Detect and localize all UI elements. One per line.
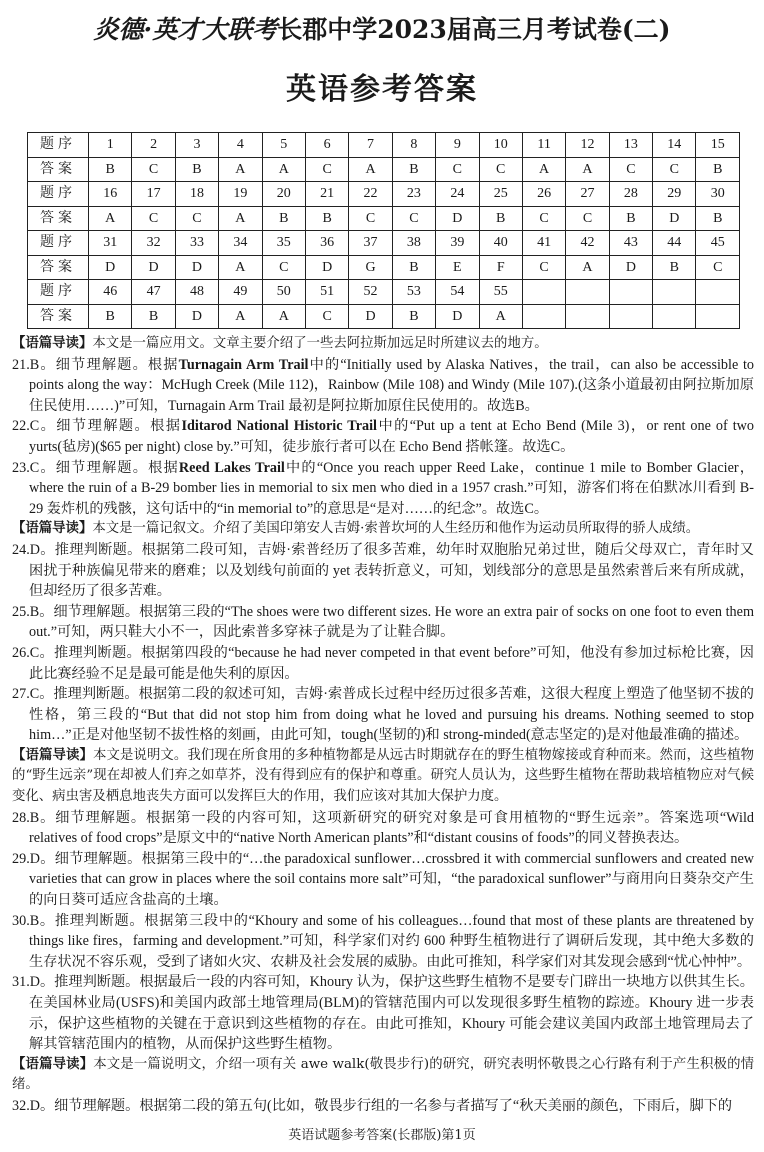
question-number: 23. bbox=[12, 459, 30, 476]
question-number-cell: 40 bbox=[479, 231, 522, 256]
answer-cell: D bbox=[305, 255, 348, 280]
question-number-row bbox=[28, 133, 740, 158]
row-label-question: 题序 bbox=[28, 231, 89, 256]
answer-table bbox=[27, 132, 740, 329]
question-number-cell: 13 bbox=[609, 133, 652, 158]
question-number-cell: 20 bbox=[262, 182, 305, 207]
answer-letter: D bbox=[29, 974, 40, 991]
answer-letter: B bbox=[29, 912, 40, 929]
answer-cell: B bbox=[262, 206, 305, 231]
answer-explanation bbox=[12, 849, 754, 911]
question-number-cell: 2 bbox=[132, 133, 175, 158]
explanation-text: 根据第一段的内容可知，这项新研究的研究对象是可食用植物的“野生远亲”。答案选项“Wild relatives of food crops”是原文中的“native North American plants”和“distant cousins of foods”的同义替换表达。 bbox=[29, 809, 754, 847]
answer-explanation bbox=[12, 540, 754, 602]
answer-cell bbox=[522, 304, 565, 329]
trail-name: Iditarod National Historic Trail bbox=[181, 418, 377, 435]
answer-cell: D bbox=[89, 255, 132, 280]
answer-cell: C bbox=[392, 206, 435, 231]
answer-cell: C bbox=[262, 255, 305, 280]
question-number-cell: 36 bbox=[305, 231, 348, 256]
answer-cell: G bbox=[349, 255, 392, 280]
answer-cell: C bbox=[132, 206, 175, 231]
answer-explanation bbox=[12, 355, 754, 417]
answer-cell: F bbox=[479, 255, 522, 280]
answer-cell: C bbox=[696, 255, 740, 280]
answer-cell: A bbox=[262, 304, 305, 329]
answer-explanation bbox=[12, 458, 754, 520]
answer-cell: A bbox=[349, 157, 392, 182]
answer-cell: C bbox=[132, 157, 175, 182]
answer-cell: C bbox=[653, 157, 696, 182]
answer-cell: C bbox=[305, 157, 348, 182]
question-type: 。细节理解题。根据 bbox=[39, 459, 179, 476]
question-number-cell: 44 bbox=[653, 231, 696, 256]
question-number-cell: 42 bbox=[566, 231, 609, 256]
answer-cell: B bbox=[89, 304, 132, 329]
question-number-cell: 10 bbox=[479, 133, 522, 158]
question-type: 。细节理解题。 bbox=[39, 1097, 140, 1114]
question-number-cell bbox=[522, 280, 565, 305]
explanation-text: 中的“Once you reach upper Reed Lake，continue 1 mile to Bomber Glacier，where the ruin of a B-29 bomber lies in memorial to six men who died in a 1957 crash.”可知，游客们将在伯默冰川看到 B-29 轰炸机的残骸，这句话中的“in memorial to”的意思是“是对……的纪念”。故选C。 bbox=[29, 459, 754, 517]
question-number-cell: 6 bbox=[305, 133, 348, 158]
question-number-cell: 27 bbox=[566, 182, 609, 207]
question-type: 。细节理解题。 bbox=[39, 850, 142, 867]
question-number: 21. bbox=[12, 356, 30, 373]
question-number-cell: 38 bbox=[392, 231, 435, 256]
question-number-cell: 32 bbox=[132, 231, 175, 256]
reading-guide bbox=[12, 334, 754, 355]
answer-cell: D bbox=[436, 304, 479, 329]
question-number: 26. bbox=[12, 644, 30, 661]
answer-row bbox=[28, 206, 740, 231]
answer-cell: A bbox=[219, 157, 262, 182]
question-number: 31. bbox=[12, 974, 30, 991]
answer-row bbox=[28, 255, 740, 280]
question-type: 。推理判断题。 bbox=[39, 974, 140, 991]
row-label-question: 题序 bbox=[28, 280, 89, 305]
answer-explanation bbox=[12, 416, 754, 457]
question-number: 28. bbox=[12, 809, 30, 826]
answer-cell: D bbox=[349, 304, 392, 329]
exam-header bbox=[0, 10, 764, 46]
header-exam-title: 长郡中学2023届高三月考试卷(二) bbox=[277, 15, 671, 44]
question-number-cell: 7 bbox=[349, 133, 392, 158]
question-number-cell: 8 bbox=[392, 133, 435, 158]
question-number-cell: 25 bbox=[479, 182, 522, 207]
question-number-cell: 4 bbox=[219, 133, 262, 158]
answer-cell: A bbox=[522, 157, 565, 182]
answer-cell: E bbox=[436, 255, 479, 280]
question-number-cell: 17 bbox=[132, 182, 175, 207]
answer-cell: C bbox=[175, 206, 218, 231]
answer-cell: B bbox=[653, 255, 696, 280]
question-number: 30. bbox=[12, 912, 30, 929]
explanations bbox=[12, 334, 754, 1117]
answer-cell: B bbox=[696, 206, 740, 231]
question-number-cell: 19 bbox=[219, 182, 262, 207]
question-number-cell: 12 bbox=[566, 133, 609, 158]
answer-cell: B bbox=[696, 157, 740, 182]
question-number-cell: 24 bbox=[436, 182, 479, 207]
answer-cell: A bbox=[89, 206, 132, 231]
answer-cell: B bbox=[392, 255, 435, 280]
guide-tag: 【语篇导读】 bbox=[12, 747, 93, 763]
question-number-cell: 47 bbox=[132, 280, 175, 305]
question-number-cell: 29 bbox=[653, 182, 696, 207]
answer-cell: C bbox=[436, 157, 479, 182]
question-number-cell: 41 bbox=[522, 231, 565, 256]
row-label-answer: 答案 bbox=[28, 157, 89, 182]
question-number-cell: 49 bbox=[219, 280, 262, 305]
row-label-question: 题序 bbox=[28, 133, 89, 158]
question-number-cell: 23 bbox=[392, 182, 435, 207]
answer-explanation bbox=[12, 911, 754, 973]
question-number-cell: 5 bbox=[262, 133, 305, 158]
answer-explanation bbox=[12, 643, 754, 684]
answer-letter: C bbox=[29, 686, 40, 703]
question-number-cell: 35 bbox=[262, 231, 305, 256]
question-number-row bbox=[28, 280, 740, 305]
answer-cell: C bbox=[349, 206, 392, 231]
question-number-cell: 31 bbox=[89, 231, 132, 256]
answer-explanation bbox=[12, 808, 754, 849]
question-number-cell: 9 bbox=[436, 133, 479, 158]
answer-letter: B bbox=[29, 356, 40, 373]
answer-cell: A bbox=[566, 157, 609, 182]
question-number: 24. bbox=[12, 541, 30, 558]
question-number-cell: 14 bbox=[653, 133, 696, 158]
question-type: 。推理判断题。 bbox=[39, 912, 145, 929]
reading-guide bbox=[12, 519, 754, 540]
answer-cell: B bbox=[89, 157, 132, 182]
question-number: 25. bbox=[12, 603, 30, 620]
question-type: 。细节理解题。 bbox=[39, 603, 140, 620]
explanation-text: 中的“Initially used by Alaska Natives，the trail，can also be accessible to points along the way：McHugh Creek (Mile 112)，Rainbow (Mile 108) and Windy (Mile 107).(这条小道最初由阿拉斯加原住民使用……)”可知，Turnagain Arm Trail 最初是阿拉斯加原住民使用的。故选B。 bbox=[29, 356, 754, 414]
answer-cell: C bbox=[609, 157, 652, 182]
question-number: 27. bbox=[12, 686, 30, 703]
question-number-cell: 52 bbox=[349, 280, 392, 305]
guide-text: 本文是说明文。我们现在所食用的多种植物都是从远古时期就存在的野生植物嫁接或育种而来。然而，这些植物的“野生远亲”现在却被人们弃之如草芥，没有得到应有的保护和尊重。研究人员认为，这些野生植物在帮助栽培植物应对气候变化、病虫害及栖息地丧失方面可以发挥巨大的作用，我们应该对其加大保护力度。 bbox=[12, 747, 755, 805]
question-number-cell bbox=[566, 280, 609, 305]
answer-cell: B bbox=[132, 304, 175, 329]
question-type: 。细节理解题。 bbox=[39, 809, 146, 826]
answer-cell: C bbox=[479, 157, 522, 182]
explanation-text: 根据第二段的第五句(比如，敬畏步行组的一名参与者描写了“秋天美丽的颜色，下雨后，脚下的 bbox=[139, 1097, 733, 1114]
answer-cell: A bbox=[219, 255, 262, 280]
header-brand: 炎德·英才大联考 bbox=[93, 15, 278, 44]
answer-row bbox=[28, 304, 740, 329]
question-type: 。推理判断题。 bbox=[39, 644, 142, 661]
question-number-cell: 55 bbox=[479, 280, 522, 305]
answer-cell: C bbox=[522, 206, 565, 231]
answer-cell bbox=[696, 304, 740, 329]
trail-name: Reed Lakes Trail bbox=[178, 459, 285, 476]
answer-cell: B bbox=[175, 157, 218, 182]
question-number-cell: 33 bbox=[175, 231, 218, 256]
question-type: 。推理判断题。 bbox=[39, 686, 139, 703]
answer-cell: B bbox=[479, 206, 522, 231]
question-number-cell: 34 bbox=[219, 231, 262, 256]
question-number: 29. bbox=[12, 850, 30, 867]
page-title: 英语参考答案 bbox=[286, 72, 478, 107]
answer-letter: B bbox=[29, 603, 40, 620]
question-number-cell: 48 bbox=[175, 280, 218, 305]
answer-row bbox=[28, 157, 740, 182]
explanation-text: 中的“Put up a tent at Echo Bend (Mile 3)，or rent one of two yurts(毡房)($65 per night) close by.”可知，徒步旅行者可以在 Echo Bend 搭帐篷。故选C。 bbox=[29, 418, 754, 455]
explanation-text: 根据最后一段的内容可知，Khoury 认为，保护这些野生植物不是要专门辟出一块地方以供其生长。在美国林业局(USFS)和美国内政部土地管理局(BLM)的管辖范围内可以发现很多野生植物的踪迹。Khoury 进一步表示，保护这些植物的关键在于意识到这些植物的存在。由此可推知，Khoury 可能会建议美国内政部土地管理局去了解其管辖范围内的植物，从而保护这些野生植物。 bbox=[29, 974, 754, 1053]
question-number-cell: 43 bbox=[609, 231, 652, 256]
question-number-cell: 11 bbox=[522, 133, 565, 158]
answer-letter: B bbox=[29, 809, 40, 826]
answer-letter: D bbox=[29, 850, 40, 867]
question-number: 32. bbox=[12, 1097, 30, 1114]
question-number-cell: 54 bbox=[436, 280, 479, 305]
answer-cell: B bbox=[392, 304, 435, 329]
answer-letter: D bbox=[29, 1097, 40, 1114]
question-number-cell: 26 bbox=[522, 182, 565, 207]
row-label-answer: 答案 bbox=[28, 255, 89, 280]
page-footer: 英语试题参考答案(长郡版)第1页 bbox=[288, 1128, 476, 1143]
answer-cell: B bbox=[609, 206, 652, 231]
row-label-answer: 答案 bbox=[28, 304, 89, 329]
answer-explanation bbox=[12, 972, 754, 1054]
row-label-question: 题序 bbox=[28, 182, 89, 207]
question-number-cell: 3 bbox=[175, 133, 218, 158]
question-type: 。细节理解题。根据 bbox=[39, 356, 179, 373]
answer-cell: D bbox=[132, 255, 175, 280]
guide-tag: 【语篇导读】 bbox=[12, 336, 93, 351]
guide-text: 本文是一篇记叙文。介绍了美国印第安人吉姆·索普坎坷的人生经历和他作为运动员所取得的骄人成绩。 bbox=[92, 521, 700, 537]
question-number-cell: 22 bbox=[349, 182, 392, 207]
question-type: 。推理判断题。 bbox=[39, 541, 142, 558]
answer-cell: D bbox=[175, 304, 218, 329]
answer-explanation bbox=[12, 1096, 754, 1117]
question-number-cell bbox=[653, 280, 696, 305]
question-number-cell bbox=[696, 280, 740, 305]
guide-tag: 【语篇导读】 bbox=[12, 1056, 94, 1072]
explanation-text: 根据第三段的“The shoes were two different sizes. He wore an extra pair of socks on one foot to even them out.”可知，两只鞋大小不一，因此索普多穿袜子就是为了让鞋合脚。 bbox=[29, 603, 754, 641]
answer-letter: C bbox=[29, 644, 40, 661]
answer-explanation bbox=[12, 602, 754, 643]
question-number-cell: 30 bbox=[696, 182, 740, 207]
answer-cell: A bbox=[566, 255, 609, 280]
row-label-answer: 答案 bbox=[28, 206, 89, 231]
question-number-cell: 46 bbox=[89, 280, 132, 305]
explanation-text: 根据第二段可知，吉姆·索普经历了很多苦难，幼年时双胞胎兄弟过世，随后父母双亡，青年时又困扰于种族偏见带来的磨难；以及划线句前面的 yet 表转折意义，可知，划线部分的意思是虽然索普后来有所成就，但却经历了很多苦难。 bbox=[29, 541, 754, 600]
answer-cell: A bbox=[219, 304, 262, 329]
answer-cell bbox=[609, 304, 652, 329]
question-number-cell: 50 bbox=[262, 280, 305, 305]
question-type: 。细节理解题。根据 bbox=[39, 418, 182, 435]
explanation-text: 根据第三段中的“…the paradoxical sunflower…crossbred it with commercial sunflowers and created new varieties that can grow in places where the soil contains more salt”可知，“the paradoxical sunflower”与商用向日葵杂交产生的向日葵可适应含盐高的土壤。 bbox=[29, 850, 754, 909]
question-number-cell: 21 bbox=[305, 182, 348, 207]
question-number-cell: 45 bbox=[696, 231, 740, 256]
answer-cell bbox=[653, 304, 696, 329]
answer-cell: A bbox=[262, 157, 305, 182]
question-number-cell: 1 bbox=[89, 133, 132, 158]
question-number-row bbox=[28, 231, 740, 256]
answer-cell: A bbox=[219, 206, 262, 231]
question-number-cell: 15 bbox=[696, 133, 740, 158]
answer-cell: B bbox=[305, 206, 348, 231]
answer-letter: C bbox=[29, 459, 40, 476]
answer-cell: C bbox=[305, 304, 348, 329]
answer-explanation bbox=[12, 684, 754, 746]
question-number-cell: 18 bbox=[175, 182, 218, 207]
question-number-cell: 51 bbox=[305, 280, 348, 305]
answer-cell: C bbox=[566, 206, 609, 231]
reading-guide bbox=[12, 1055, 754, 1096]
guide-text: 本文是一篇应用文。文章主要介绍了一些去阿拉斯加远足时所建议去的地方。 bbox=[92, 336, 548, 351]
explanation-text: 根据第四段的“because he had never competed in that event before”可知，他没有参加过标枪比赛，因此比赛经验不足是最可能是他失利的原因。 bbox=[29, 644, 754, 682]
question-number: 22. bbox=[12, 418, 30, 435]
answer-cell: D bbox=[653, 206, 696, 231]
explanation-text: 根据第三段中的“Khoury and some of his colleagues…found that most of these plants are threatened by things like fires，farming and development.”可知，科学家们对约 600 种野生植物进行了调研后发现，其中绝大多数的生存状况不容乐观，受到了诸如火灾、农耕及社会发展的威胁。由此可推知，科学家们对其发现会感到“忧心忡忡”。 bbox=[29, 912, 754, 970]
answer-cell: C bbox=[522, 255, 565, 280]
question-number-cell: 28 bbox=[609, 182, 652, 207]
answer-letter: D bbox=[29, 541, 40, 558]
question-number-cell: 16 bbox=[89, 182, 132, 207]
question-number-cell bbox=[609, 280, 652, 305]
answer-cell: B bbox=[392, 157, 435, 182]
answer-cell: D bbox=[609, 255, 652, 280]
guide-tag: 【语篇导读】 bbox=[12, 521, 93, 537]
trail-name: Turnagain Arm Trail bbox=[178, 356, 309, 373]
explanation-text: 根据第二段的叙述可知，吉姆·索普成长过程中经历过很多苦难，这很大程度上塑造了他坚韧不拔的性格，第三段的“But that did not stop him from doing what he loved and pursuing his dreams. Nothing seemed to stop him…”正是对他坚韧不拔性格的刻画，由此可知，tough(坚韧的)和 strong-minded(意志坚定的)是对他最准确的描述。 bbox=[29, 686, 754, 744]
answer-cell: D bbox=[175, 255, 218, 280]
question-number-cell: 39 bbox=[436, 231, 479, 256]
question-number-cell: 53 bbox=[392, 280, 435, 305]
question-number-cell: 37 bbox=[349, 231, 392, 256]
answer-cell: D bbox=[436, 206, 479, 231]
answer-cell bbox=[566, 304, 609, 329]
answer-cell: A bbox=[479, 304, 522, 329]
reading-guide bbox=[12, 746, 754, 808]
question-number-row bbox=[28, 182, 740, 207]
answer-letter: C bbox=[29, 418, 40, 435]
guide-text: 本文是一篇说明文，介绍一项有关 awe walk(敬畏步行)的研究，研究表明怀敬畏之心行路有利于产生积极的情绪。 bbox=[12, 1056, 755, 1093]
